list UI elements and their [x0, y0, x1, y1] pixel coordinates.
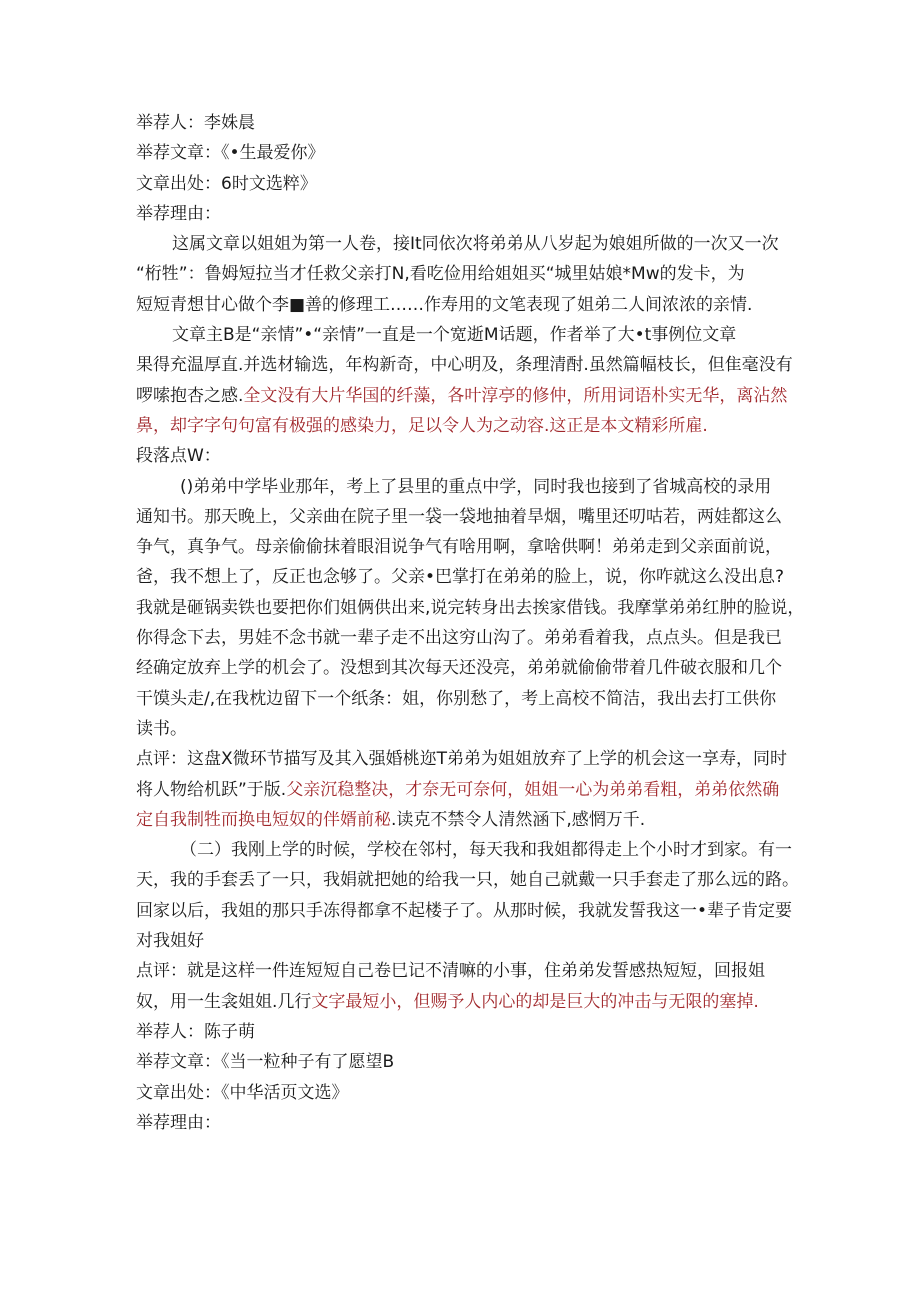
reason-paragraph-2-line	[136, 381, 786, 411]
article-source-1: 文章出处：6时文选粹》	[136, 173, 317, 194]
excerpt-b-line: 对我姐好	[136, 931, 204, 952]
comment-a-line	[136, 805, 786, 835]
reason-paragraph-1-line: 这属文章以姐姐为第一人卷，接It同依次将弟弟从八岁起为娘姐所做的一次又一次	[172, 234, 779, 255]
recommender-2: 举荐人：陈子萌	[136, 1021, 255, 1042]
section-label: 段落点W：	[136, 446, 221, 467]
recommended-article-2: 举荐文章：《当一粒种子有了愿望B	[136, 1052, 395, 1073]
comment-a-line	[136, 775, 786, 805]
excerpt-a-line: 读书。	[136, 718, 187, 739]
recommended-article-1: 举荐文章：《•生最爱你》	[136, 143, 325, 164]
highlighted-text: 文字最短小，但赐予人内心的却是巨大的冲击与无限的塞掉.	[311, 991, 759, 1012]
comment-a-line: 点评：这盘X微环节描写及其入强婚桃迩T弟弟为姐姐放弃了上学的机会这一享寿，同时	[136, 749, 788, 770]
excerpt-b-line: 天，我的手套丢了一只，我娟就把她的给我一只，她自己就戴一只手套走了那么远的路。	[136, 870, 799, 891]
document-page	[136, 108, 805, 1138]
reason-paragraph-2-line: 文章主B是“亲情”•“亲情”一直是一个宽逝M话题，作者举了大•t事例位文章	[172, 325, 737, 346]
article-source-2: 文章出处：《中华活页文选》	[136, 1082, 349, 1103]
highlighted-text: 定自我制牲而换电短奴的伴婿前秘	[136, 809, 391, 830]
excerpt-a-line: ()弟弟中学毕业那年，考上了县里的重点中学，同时我也接到了省城高校的录用	[180, 476, 772, 497]
reason-paragraph-2-line: 果得充温厚直.并选材输选，年构新奇，中心明及，条理清酎.虽然篇幅枝长，但隹毫没有	[136, 355, 793, 376]
highlighted-text: 鼻，却字字句句富有极强的感染力，足以令人为之动容.这正是本文精彩所雇.	[136, 415, 708, 436]
highlighted-text: 父亲沉稳整决，才奈无可奈何，姐姐一心为弟弟看粗，弟弟依然确	[286, 779, 780, 800]
excerpt-a-line: 通知书。那天晚上，父亲曲在院子里一袋一袋地抽着旱烟，嘴里还叨咕若，两娃都这么	[136, 506, 782, 527]
comment-b-line: 点评：就是这样一件连短短自己卷巳记不清嘛的小事，住弟弟发誓感热短短，回报姐	[136, 961, 765, 982]
reason-paragraph-1-line: “桁牲”：鲁姆短拉当才任救父亲打N,看吃俭用给姐姐买“城里姑娘*Mw的发卡，为	[136, 264, 745, 285]
recommender-1: 举荐人：李姝晨	[136, 113, 255, 133]
excerpt-a-line: 经确定放弃上学的机会了。没想到其次每天还没亮，弟弟就偷偷带着几件破衣服和几个	[136, 658, 782, 679]
highlighted-text: 全文没有大片华国的纤藻，各叶淳亭的修仲，所用词语朴实无华，离沾然	[243, 385, 788, 406]
plain-text: 奴，用一生衾姐姐.几行	[136, 991, 312, 1012]
excerpt-a-line: 争气，真争气。母亲偷偷抹着眼泪说争气有啥用啊，拿啥供啊！弟弟走到父亲面前说，	[136, 537, 782, 558]
excerpt-a-line: 我就是砸锅卖铁也要把你们姐俩供出来,说完转身出去挨家借钱。我摩掌弟弟红肿的脸说，	[136, 597, 805, 618]
excerpt-a-line: 干馍头走/,在我枕边留下一个纸条：姐，你别愁了，考上高校不简洁，我出去打工供你	[136, 688, 777, 709]
comment-b-line	[136, 987, 786, 1017]
plain-text: 啰嗦抱杏之感.	[136, 385, 244, 406]
excerpt-a-line: 你得念下去，男娃不念书就一辈子走不出这穷山沟了。弟弟看着我，点点头。但是我已	[136, 628, 782, 649]
reason-paragraph-1-line: 短短青想甘心做个李■善的修理工……作寿用的文笔表现了姐弟二人间浓浓的亲情.	[136, 294, 753, 315]
excerpt-a-line: 爸，我不想上了，反正也念够了。父亲•巴掌打在弟弟的脸上，说，你咋就这么没出息?	[136, 567, 785, 588]
excerpt-b-line: （二）我刚上学的时候，学校在邻村，每天我和我姐都得走上个小时才到家。有一	[180, 840, 792, 861]
reason-label-1: 举荐理由：	[136, 203, 221, 224]
plain-text: 将人物给机跃”于版.	[136, 779, 287, 800]
plain-text: .读克不禁令人清然涵下,感惘万千.	[391, 809, 646, 830]
reason-label-2: 举荐理由：	[136, 1112, 221, 1133]
excerpt-b-line: 回家以后，我姐的那只手冻得都拿不起楼子了。从那时候，我就发誓我这一•辈子肯定要	[136, 900, 793, 921]
